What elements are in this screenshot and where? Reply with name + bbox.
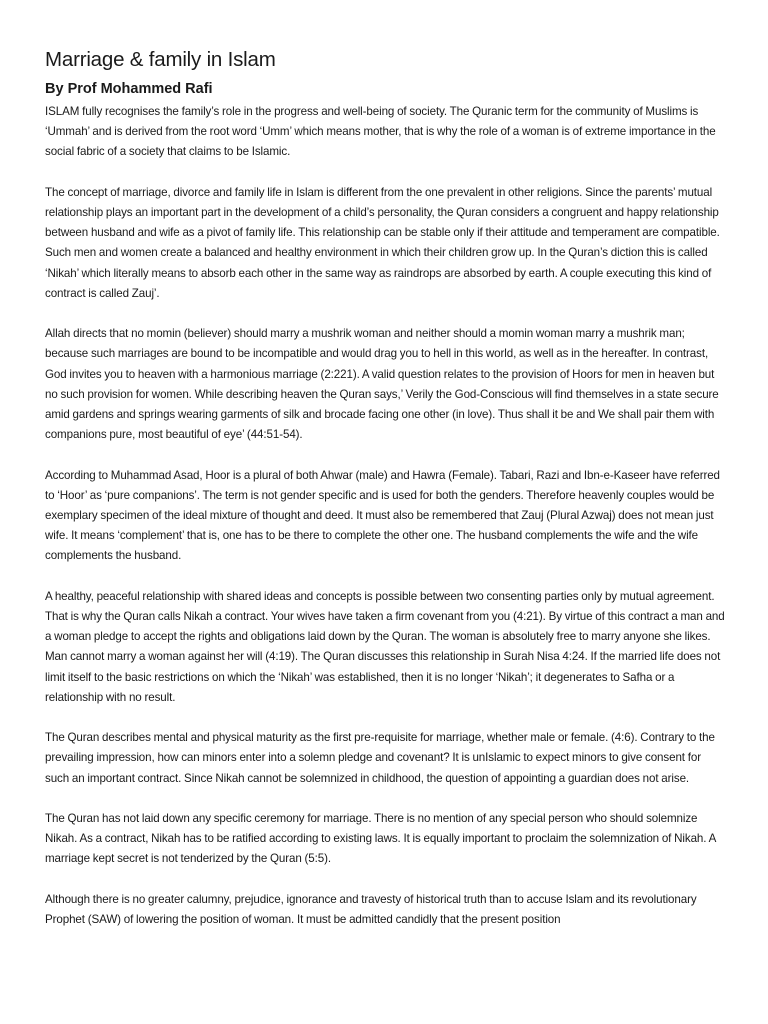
document-title: Marriage & family in Islam	[45, 48, 276, 71]
document-author: By Prof Mohammed Rafi	[45, 81, 213, 97]
paragraph-8: Although there is no greater calumny, prejudice, ignorance and travesty of historical truth than to accuse Islam and its revolutionary Prophet (SAW) of lowering the position of woman. It must be admitted candidly that the present position	[45, 892, 697, 927]
paragraph-6: The Quran describes mental and physical maturity as the first pre-requisite for marriage, whether male or female. (4:6). Contrary to the prevailing impression, how can minors enter into a solemn pledge and covenant? It is unIslamic to expect minors to give consent for such an important contract. Since Nikah cannot be solemnized in childhood, the question of appointing a guardian does not arise.	[45, 731, 715, 785]
paragraph-4: According to Muhammad Asad, Hoor is a plural of both Ahwar (male) and Hawra (Female). Tabari, Razi and Ibn-e-Kaseer have referred to ‘Hoor’ as ‘pure companions’. The term is not gender specific and is used for both the genders. Therefore heavenly couples would be exemplary specimen of the ideal mixture of thought and deed. It must also be remembered that Zauj (Plural Azwaj) does not mean just wife. It means ‘complement’ that is, one has to be there to complete the other one. The husband complements the wife and the wife complements the husband.	[45, 468, 720, 563]
paragraph-2: The concept of marriage, divorce and family life in Islam is different from the one prevalent in other religions. Since the parents’ mutual relationship plays an important part in the development of a child’s personality, the Quran considers a congruent and happy relationship between husband and wife as a pivot of family life. This relationship can be stable only if their attitude and temperament are compatible. Such men and women create a balanced and healthy environment in which their children grow up. In the Quran’s diction this is called ‘Nikah’ which literally means to absorb each other in the same way as raindrops are absorbed by earth. A couple executing this kind of contract is called Zauj’.	[45, 185, 720, 300]
paragraph-1: ISLAM fully recognises the family’s role in the progress and well-being of society. The Quranic term for the community of Muslims is ‘Ummah’ and is derived from the root word ‘Umm’ which means mother, that is why the role of a woman is of extreme importance in the social fabric of a society that claims to be Islamic.	[45, 105, 716, 159]
paragraph-3: Allah directs that no momin (believer) should marry a mushrik woman and neither should a momin woman marry a mushrik man; because such marriages are bound to be incompatible and would drag you to hell in this world, as well as in the hereafter. In contrast, God invites you to heaven with a harmonious marriage (2:221). A valid question relates to the provision of Hoors for men in heaven but no such provision for women. While describing heaven the Quran says,’ Verily the God-Conscious will find themselves in a state secure amid gardens and springs wearing garments of silk and brocade facing one other (in love). Thus shall it be and We shall pair them with companions pure, most beautiful of eye’ (44:51-54).	[45, 327, 719, 442]
document-page	[45, 46, 725, 950]
paragraph-7: The Quran has not laid down any specific ceremony for marriage. There is no mention of any special person who should solemnize Nikah. As a contract, Nikah has to be ratified according to existing laws. It is equally important to proclaim the solemnization of Nikah. A marriage kept secret is not tenderized by the Quran (5:5).	[45, 812, 716, 866]
paragraph-5: A healthy, peaceful relationship with shared ideas and concepts is possible between two consenting parties only by mutual agreement. That is why the Quran calls Nikah a contract. Your wives have taken a firm covenant from you (4:21). By virtue of this contract a man and a woman pledge to accept the rights and obligations laid down by the Quran. The woman is absolutely free to marry anyone she likes. Man cannot marry a woman against her will (4:19). The Quran discusses this relationship in Surah Nisa 4:24. If the married life does not limit itself to the basic restrictions on which the ‘Nikah’ was established, then it is no longer ‘Nikah’; it degenerates to Safha or a relationship with no result.	[45, 589, 725, 704]
